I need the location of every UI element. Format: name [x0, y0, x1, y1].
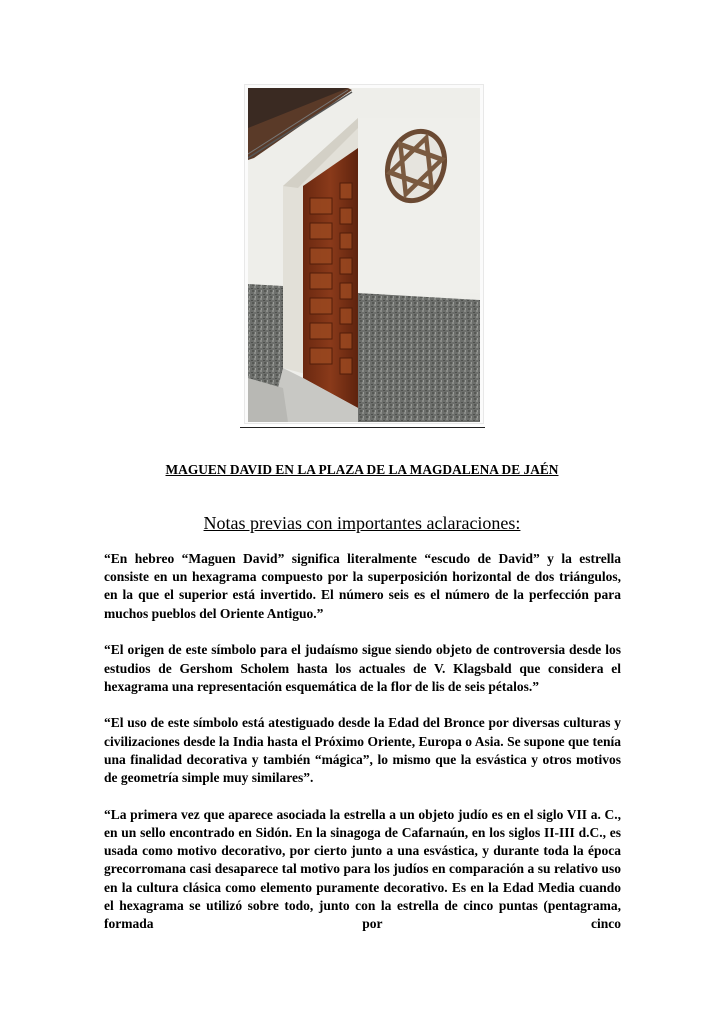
- document-body: [104, 550, 621, 952]
- paragraph-3: “El uso de este símbolo está atestiguado desde la Edad del Bronce por diversas culturas y civilizaciones desde la India hasta el Próximo Oriente, Europa o Asia. Se supone que tenía una finalidad decorativa y también “mágica”, lo mismo que la esvástica y otros motivos de geometría simple muy similares”.: [104, 715, 621, 786]
- paragraph-4: “La primera vez que aparece asociada la estrella a un objeto judío es en el siglo VII a. C., en un sello encontrado en Sidón. En la sinagoga de Cafarnaún, en los siglos II-III d.C., es usada como motivo decorativo, por cierto junto a una esvástica, y durante toda la época grecorromana casi desaparece tal motivo para los judíos en comparación a su relativo uso en la cultura clásica como elemento puramente decorativo. Es en la Edad Media cuando el hexagrama se utilizó sobre todo, junto con la estrella de cinco puntas (pentagrama, formada por cinco: [104, 806, 621, 931]
- paragraph-2: “El origen de este símbolo para el judaísmo sigue siendo objeto de controversia desde los estudios de Gershom Scholem hasta los actuales de V. Klagsbald que considera el hexagrama una representación esquemática de la flor de lis de seis pétalos.”: [104, 642, 621, 694]
- document-title: MAGUEN DAVID EN LA PLAZA DE LA MAGDALENA DE JAÉN: [165, 462, 559, 477]
- facade-photo-illustration: [248, 88, 480, 422]
- photo-underline-rule: [240, 427, 485, 428]
- granite-plinth-right: [358, 293, 480, 422]
- paragraph-1: “En hebreo “Maguen David” significa literalmente “escudo de David” y la estrella consiste en un hexagrama compuesto por la superposición horizontal de dos triángulos, en la que el superior está invertido. El número seis es el número de la perfección para muchos pueblos del Oriente Antiguo.”: [104, 551, 621, 621]
- section-heading: Notas previas con importantes aclaraciones:: [203, 513, 521, 533]
- photo-maguen-david-facade: [244, 84, 484, 424]
